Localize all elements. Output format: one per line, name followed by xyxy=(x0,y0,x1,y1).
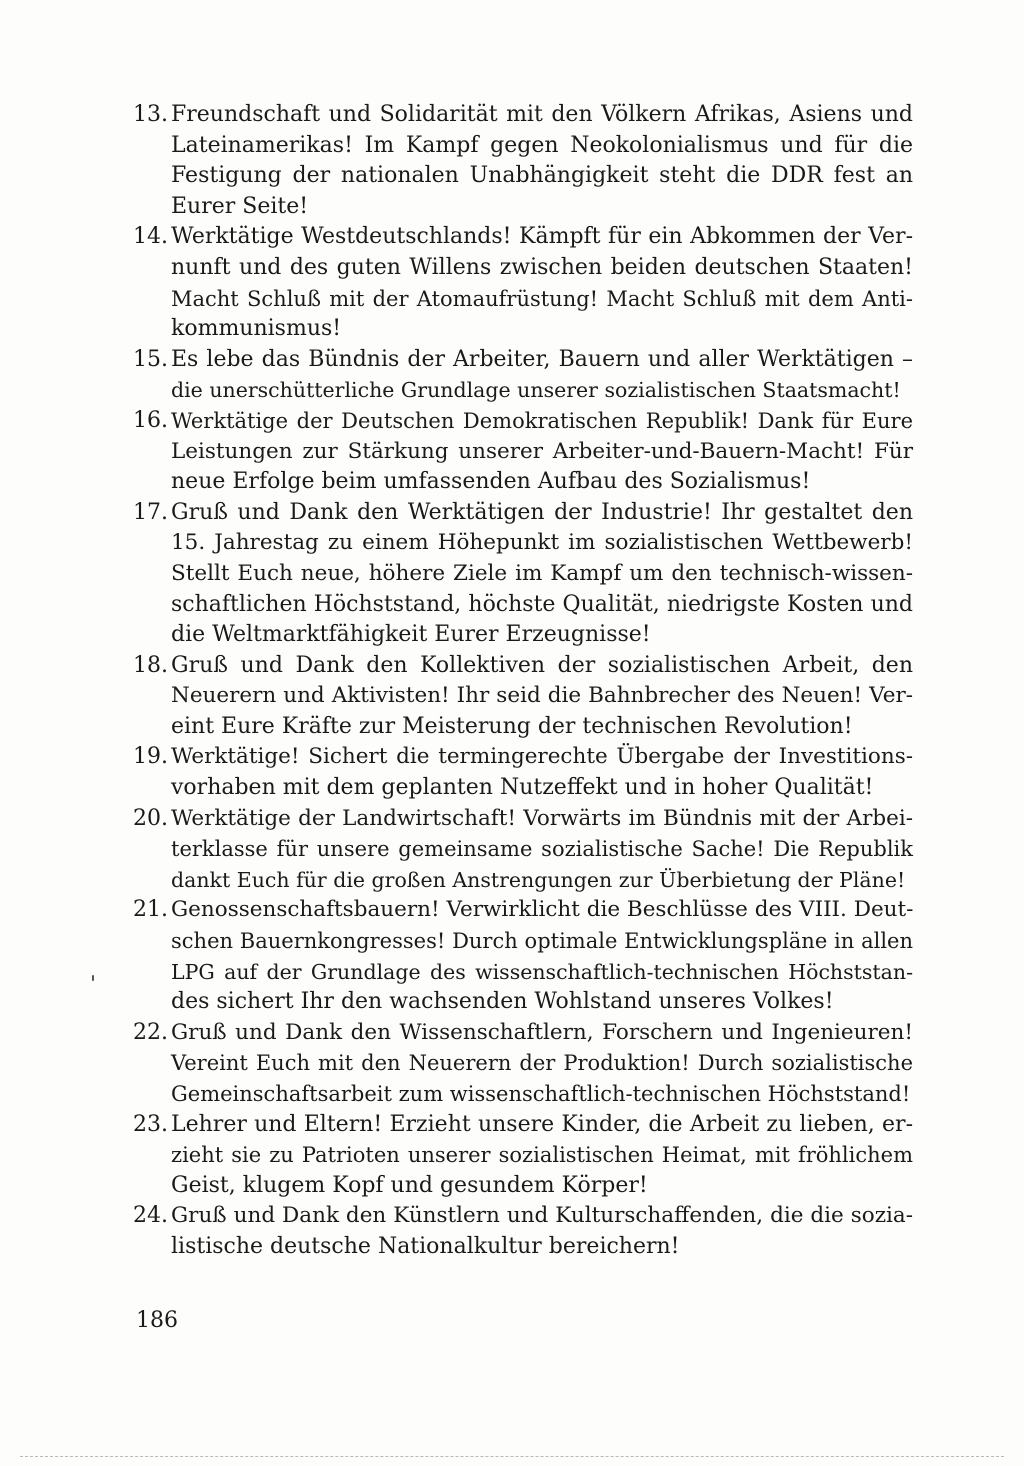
item-line: schen Bauernkongresses! Durch optimale Entwicklungspläne in allen xyxy=(171,929,913,954)
item-line: Gruß und Dank den Werktätigen der Industrie! Ihr gestaltet den xyxy=(171,499,913,525)
slogan-item xyxy=(133,498,913,651)
slogan-item xyxy=(133,1018,913,1110)
item-number: 23. xyxy=(133,1111,168,1137)
slogan-item xyxy=(133,100,913,222)
item-number: 13. xyxy=(133,102,168,127)
slogan-item xyxy=(133,651,913,743)
item-line: LPG auf der Grundlage des wissenschaftlich-technischen Höchststan- xyxy=(171,959,913,984)
item-line: Stellt Euch neue, höhere Ziele im Kampf um den technisch-wissen- xyxy=(171,560,913,586)
item-number: 15. xyxy=(133,346,168,372)
slogan-item xyxy=(133,406,913,498)
item-line: Freundschaft und Solidarität mit den Völkern Afrikas, Asiens und xyxy=(171,102,913,127)
slogan-item xyxy=(133,742,913,803)
item-line: Werktätige Westdeutschlands! Kämpft für ein Abkommen der Ver- xyxy=(171,224,913,250)
item-line: zieht sie zu Patrioten unserer sozialistischen Heimat, mit fröhlichem xyxy=(171,1143,913,1168)
item-line: dankt Euch für die großen Anstrengungen zur Überbietung der Pläne! xyxy=(171,867,906,892)
item-line: schaftlichen Höchststand, höchste Qualität, niedrigste Kosten und xyxy=(171,591,913,617)
item-line: nunft und des guten Willens zwischen beiden deutschen Staaten! xyxy=(171,254,913,280)
item-line: die unerschütterliche Grundlage unserer sozialistischen Staatsmacht! xyxy=(171,378,901,403)
item-line: die Weltmarktfähigkeit Eurer Erzeugnisse! xyxy=(171,622,651,648)
slogan-item xyxy=(133,345,913,406)
slogan-list xyxy=(133,100,913,1263)
item-number: 22. xyxy=(133,1019,168,1045)
item-line: Festigung der nationalen Unabhängigkeit steht die DDR fest an xyxy=(171,163,913,189)
item-line: Gruß und Dank den Wissenschaftlern, Forschern und Ingenieuren! xyxy=(171,1019,913,1045)
item-line: Geist, klugem Kopf und gesundem Körper! xyxy=(171,1172,648,1198)
item-line: listische deutsche Nationalkultur bereichern! xyxy=(171,1233,680,1259)
item-number: 18. xyxy=(133,652,168,678)
item-line: Lateinamerikas! Im Kampf gegen Neokolonialismus und für die xyxy=(171,132,913,158)
item-line: eint Eure Kräfte zur Meisterung der technischen Revolution! xyxy=(171,713,853,739)
item-number: 24. xyxy=(133,1203,168,1229)
item-line: Macht Schluß mit der Atomaufrüstung! Macht Schluß mit dem Anti- xyxy=(171,286,913,311)
item-line: Neuerern und Aktivisten! Ihr seid die Bahnbrecher des Neuen! Ver- xyxy=(171,683,913,709)
item-line: Leistungen zur Stärkung unserer Arbeiter-und-Bauern-Macht! Für xyxy=(171,438,913,464)
item-line: Werktätige der Landwirtschaft! Vorwärts im Bündnis mit der Arbei- xyxy=(171,805,913,831)
slogan-item xyxy=(133,1110,913,1202)
item-line: terklasse für unsere gemeinsame sozialistische Sache! Die Republik xyxy=(171,837,913,862)
item-line: Lehrer und Eltern! Erzieht unsere Kinder, die Arbeit zu lieben, er- xyxy=(171,1111,913,1137)
item-line: Gruß und Dank den Kollektiven der sozialistischen Arbeit, den xyxy=(171,652,913,678)
item-number: 20. xyxy=(133,805,168,831)
item-number: 21. xyxy=(133,897,168,923)
scan-edge-rule xyxy=(20,1456,1004,1457)
item-line: 15. Jahrestag zu einem Höhepunkt im sozialistischen Wettbewerb! xyxy=(171,530,913,556)
scan-speck xyxy=(92,975,94,981)
item-line: kommunismus! xyxy=(171,316,342,342)
item-number: 17. xyxy=(133,499,168,525)
item-line: Es lebe das Bündnis der Arbeiter, Bauern und aller Werktätigen – xyxy=(171,346,913,372)
page-number: 186 xyxy=(136,1308,178,1333)
item-line: Werktätige! Sichert die termingerechte Übergabe der Investitions- xyxy=(171,744,913,770)
slogan-item xyxy=(133,222,913,344)
item-line: Gruß und Dank den Künstlern und Kulturschaffenden, die die sozia- xyxy=(171,1203,913,1229)
item-number: 16. xyxy=(133,407,168,433)
slogan-item xyxy=(133,804,913,896)
item-line: Eurer Seite! xyxy=(171,193,309,219)
item-line: neue Erfolge beim umfassenden Aufbau des Sozialismus! xyxy=(171,469,811,495)
slogan-item xyxy=(133,1201,913,1262)
item-line: Werktätige der Deutschen Demokratischen Republik! Dank für Eure xyxy=(171,408,913,433)
item-line: Genossenschaftsbauern! Verwirklicht die Beschlüsse des VIII. Deut- xyxy=(171,897,914,923)
item-line: vorhaben mit dem geplanten Nutzeffekt und in hoher Qualität! xyxy=(171,775,874,801)
item-line: des sichert Ihr den wachsenden Wohlstand unseres Volkes! xyxy=(171,989,834,1015)
slogan-item xyxy=(133,895,913,1017)
item-number: 14. xyxy=(133,224,168,250)
item-line: Vereint Euch mit den Neuerern der Produktion! Durch sozialistische xyxy=(171,1051,913,1076)
item-number: 19. xyxy=(133,744,168,770)
item-line: Gemeinschaftsarbeit zum wissenschaftlich-technischen Höchststand! xyxy=(171,1082,911,1106)
